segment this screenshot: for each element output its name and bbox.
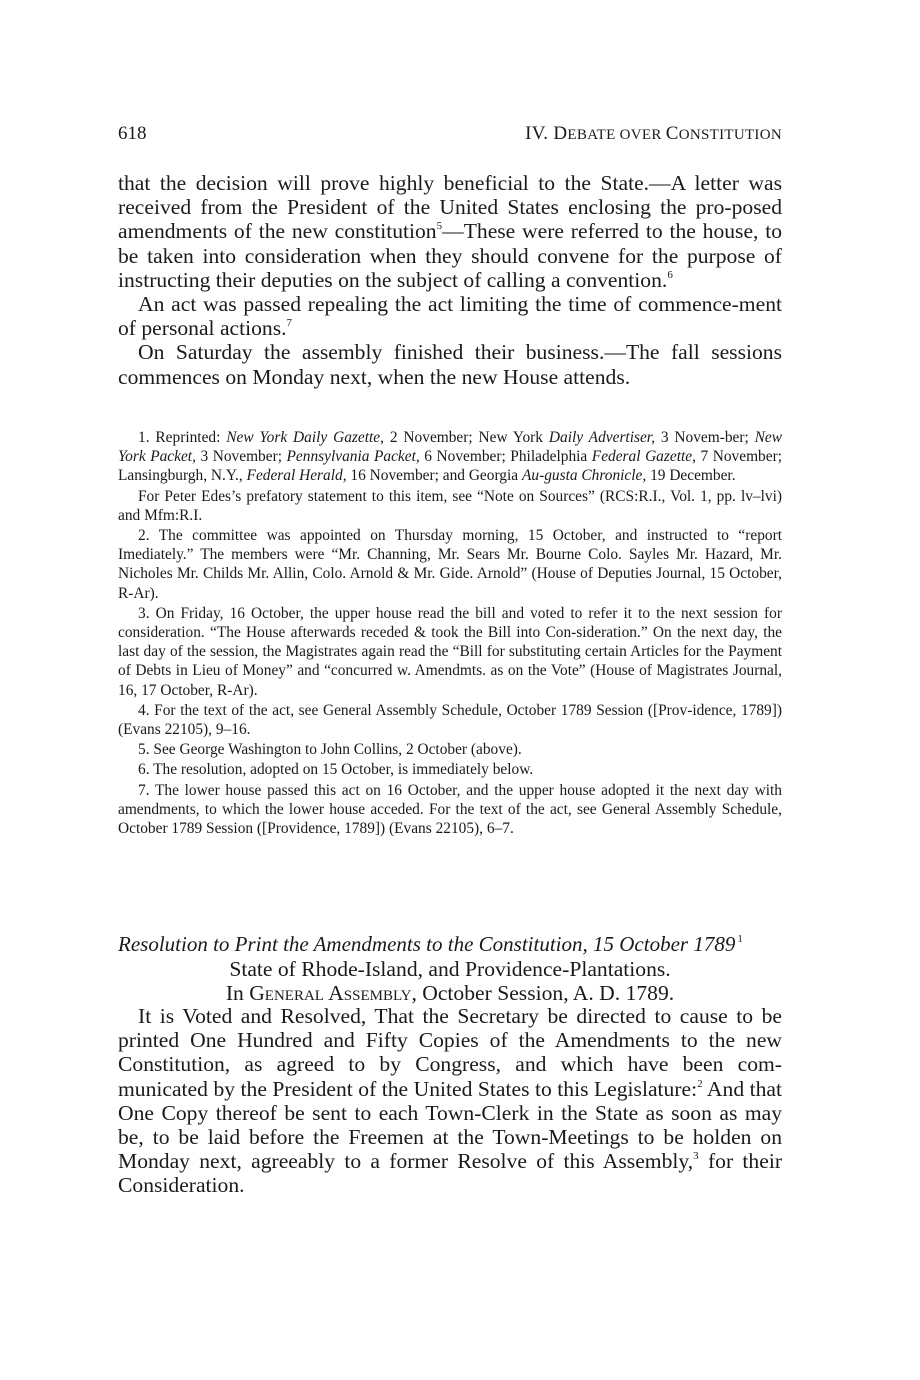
footnote-4: 4. For the text of the act, see General Assembly Schedule, October 1789 Session ([Prov-idence, 1789]) (Evans 22105), 9–16. [118,701,782,739]
footnote-ref: 6 [667,268,673,281]
running-head [118,123,782,149]
page-number: 618 [118,123,147,144]
body-paragraph: On Saturday the assembly finished their business.—The fall sessions commences on Monday next, when the new House attends. [118,340,782,389]
footnote-ref: 5 [436,220,443,233]
resolution-text [118,1004,782,1198]
document-heading: Resolution to Print the Amendments to the Constitution, 15 October 1789 $^1$ [118,932,743,956]
footnote-ref: 3 [693,1150,699,1163]
resolution-paragraph: It is Voted and Resolved, That the Secretary be directed to cause to be printed One Hundred and Fifty Copies of the Amendments to the new Constitution, as agreed to by Congress, and which have been com-municated by the President of the United States to this Legislature:$^2$ And that One Copy thereof be sent to each Town-Clerk in the State as soon as may be, to be laid before the Freemen at the Town-Meetings to be holden on Monday next, agreeably to a former Resolve of this Assembly,$^3$ for their Consideration. [118,1004,783,1198]
footnote-2: 2. The committee was appointed on Thursday morning, 15 October, and instructed to “report Imediately.” The members were “Mr. Channing, Mr. Sears Mr. Bourne Colo. Sayles Mr. Hazard, Mr. Nicholes Mr. Childs Mr. Allin, Colo. Arnold & Mr. Gide. Arnold” (House of Deputies Journal, 15 October, R-Ar). [118,527,782,602]
footnote-5: 5. See George Washington to John Collins, 2 October (above). [138,741,522,759]
footnotes [118,428,782,839]
footnote-1b: For Peter Edes’s prefatory statement to this item, see “Note on Sources” (RCS:R.I., Vol. 1, pp. lv–lvi) and Mfm:R.I. [118,487,782,524]
footnote-1: 1. Reprinted: New York Daily Gazette, 2 November; New York Daily Advertiser, 3 Novem-ber; New York Packet, 3 November; Pennsylvania Packet, 6 November; Philadelphia Federal Gazette, 7 November; Lansingburgh, N.Y., Federal Herald, 16 November; and Georgia Au-gusta Chronicle, 19 December. [118,429,782,485]
section-title: IV. DEBATE OVER CONSTITUTION [525,123,782,144]
footnote-ref: 1 [737,933,743,945]
main-text [118,171,782,389]
footnote-3: 3. On Friday, 16 October, the upper house read the bill and voted to refer it to the next session for consideration. “The House afterwards receded & took the Bill into Con-sideration.” On the next day, the last day of the session, the Magistrates again read the “Bill for substituting certain Articles for the Payment of Debts in Lieu of Money” and “concurred w. Amendmts. as on the Vote” (House of Magistrates Journal, 16, 17 October, R-Ar). [118,604,782,699]
footnote-7: 7. The lower house passed this act on 16 October, and the upper house adopted it the next day with amendments, to which the lower house acceded. For the text of the act, see General Assembly Schedule, October 1789 Session ([Providence, 1789]) (Evans 22105), 6–7. [118,781,782,838]
body-paragraph: that the decision will prove highly beneficial to the State.—A letter was received from the President of the United States enclosing the pro-posed amendments of the new constitution$^5$—These were referred to the house, to be taken into consideration when they should convene for the purpose of instructing their deputies on the subject of calling a convention.$^6$ [118,171,783,292]
state-line: State of Rhode-Island, and Providence-Plantations. [229,957,671,981]
footnote-6: 6. The resolution, adopted on 15 October, is immediately below. [138,761,534,779]
body-paragraph: An act was passed repealing the act limiting the time of commence-ment of personal actions.$^7$ [118,292,782,341]
footnote-ref: 2 [697,1077,703,1090]
footnote-ref: 7 [286,317,293,330]
assembly-line: In General Assembly, October Session, A. D. 1789. [225,981,675,1005]
